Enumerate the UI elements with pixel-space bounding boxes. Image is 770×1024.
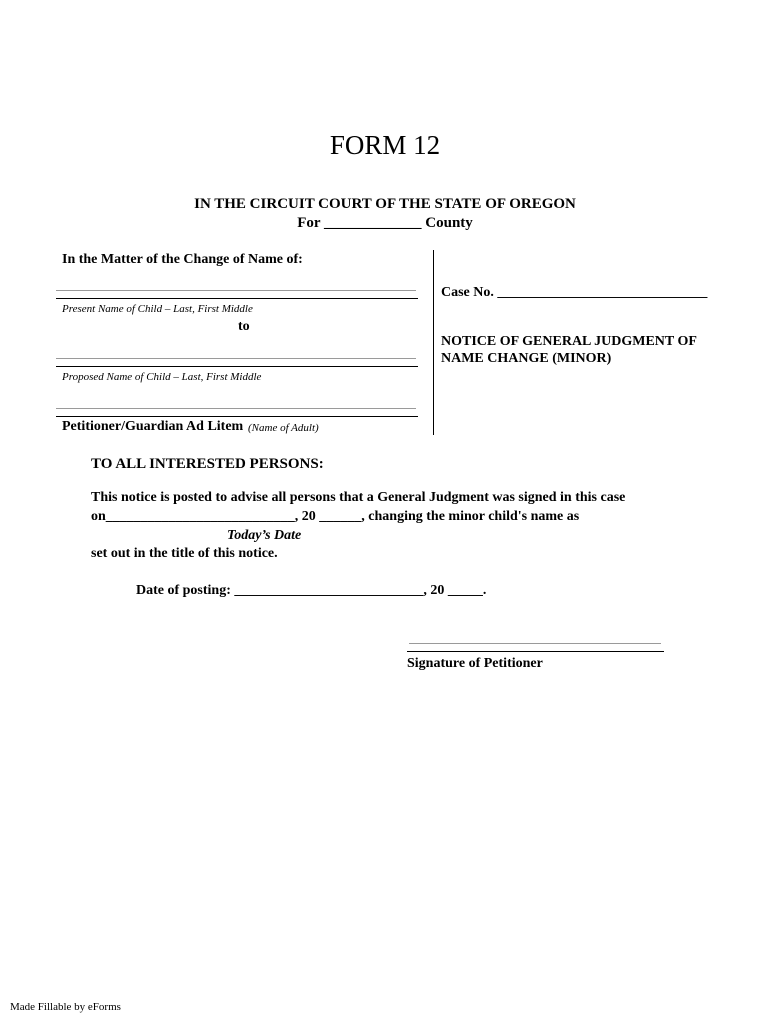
petitioner-name-field[interactable] bbox=[56, 408, 416, 409]
proposed-name-label: Proposed Name of Child – Last, First Middle bbox=[62, 371, 262, 383]
notice-line-3: set out in the title of this notice. bbox=[91, 546, 278, 561]
court-heading: IN THE CIRCUIT COURT OF THE STATE OF OREGON bbox=[194, 196, 576, 212]
matter-heading: In the Matter of the Change of Name of: bbox=[62, 252, 303, 267]
signature-field[interactable] bbox=[409, 643, 661, 644]
salutation: TO ALL INTERESTED PERSONS: bbox=[91, 456, 324, 472]
petitioner-hint: (Name of Adult) bbox=[248, 422, 319, 434]
present-name-field[interactable] bbox=[56, 290, 416, 291]
petitioner-underline bbox=[56, 416, 418, 417]
caption-divider bbox=[433, 250, 434, 435]
notice-line-1: This notice is posted to advise all persons that a General Judgment was signed in this case bbox=[91, 490, 626, 505]
to-label: to bbox=[238, 319, 250, 334]
notice-line-2[interactable]: on___________________________, 20 ______, changing the minor child's name as bbox=[91, 509, 580, 524]
date-of-posting[interactable]: Date of posting: ___________________________, 20 _____. bbox=[136, 583, 487, 598]
signature-line bbox=[407, 651, 664, 652]
form-title: FORM 12 bbox=[329, 130, 441, 160]
footer-credit: Made Fillable by eForms bbox=[10, 1001, 121, 1013]
todays-date-label: Today’s Date bbox=[227, 528, 302, 543]
proposed-name-underline bbox=[56, 366, 418, 367]
petitioner-label: Petitioner/Guardian Ad Litem bbox=[62, 419, 244, 434]
signature-label: Signature of Petitioner bbox=[407, 656, 543, 671]
case-number[interactable]: Case No. ______________________________ bbox=[441, 285, 708, 300]
proposed-name-field[interactable] bbox=[56, 358, 416, 359]
present-name-label: Present Name of Child – Last, First Middle bbox=[62, 303, 253, 315]
county-line: For _____________ County bbox=[297, 215, 473, 231]
present-name-underline bbox=[56, 298, 418, 299]
document-title-line1: NOTICE OF GENERAL JUDGMENT OF bbox=[441, 334, 697, 349]
document-title-line2: NAME CHANGE (MINOR) bbox=[441, 351, 612, 366]
